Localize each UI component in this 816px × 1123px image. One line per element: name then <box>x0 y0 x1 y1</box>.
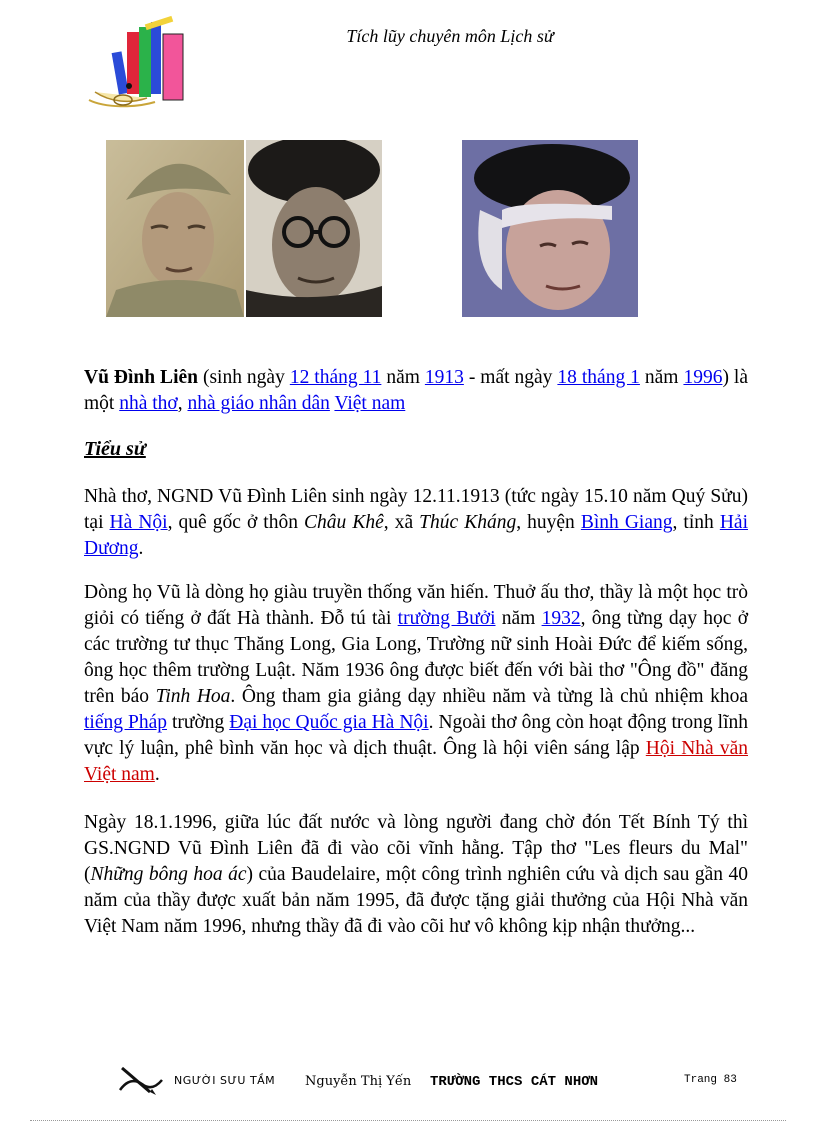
link-death-year[interactable]: 1996 <box>683 367 723 388</box>
book-title: Những bông hoa ác <box>90 864 247 885</box>
collector-label: NGƯỜI SƯU TẦM <box>174 1074 276 1087</box>
para-text: Dòng họ Vũ là dòng họ giàu truyền thống văn hiến. Thuở ấu thơ, thầy là một học trò giỏi có tiếng ở đất Hà thành. Đỗ tú tài <box>84 582 748 629</box>
para-text: . Ông tham gia giảng dạy nhiều năm và từng là chủ nhiệm khoa <box>230 686 748 707</box>
link-year-1932[interactable]: 1932 <box>541 608 581 629</box>
intro-text: - mất ngày <box>463 367 558 388</box>
link-hai-duong[interactable]: Hải Dương <box>84 512 748 559</box>
para-text: , ông từng dạy học ở các trường tư thục Thăng Long, Gia Long, Trường nữ sinh Hoài Đức để kiếm sống, ông học thêm trường Luật. Năm 1936 ông được biết đến với bài thơ "Ông đồ" đăng trên báo <box>84 608 749 707</box>
portrait-glasses-beret <box>246 140 382 317</box>
portrait-elderly-beret <box>462 140 638 317</box>
page-header-title: Tích lũy chuyên môn Lịch sử <box>346 26 554 46</box>
link-national-university[interactable]: Đại học Quốc gia Hà Nội <box>229 712 429 733</box>
para-text: , huyện <box>516 512 581 533</box>
intro-text: năm <box>639 367 684 388</box>
biography-paragraph-3 <box>84 810 748 940</box>
link-hanoi[interactable]: Hà Nội <box>109 512 168 533</box>
link-binh-giang[interactable]: Bình Giang <box>580 512 673 533</box>
link-birth-date[interactable]: 12 tháng 11 <box>289 367 382 388</box>
biography-heading: Tiểu sử <box>84 438 146 460</box>
books-logo-icon <box>85 12 205 112</box>
link-birth-year[interactable]: 1913 <box>424 367 464 388</box>
intro-text: ) là một <box>84 367 748 414</box>
person-name: Vũ Đình Liên <box>84 367 198 388</box>
para-text: , xã <box>383 512 420 533</box>
pen-writing-icon <box>116 1062 168 1098</box>
para-text: trường <box>166 712 230 733</box>
intro-text: , <box>177 393 188 414</box>
link-writers-association[interactable]: Hội Nhà văn Việt nam <box>84 738 748 785</box>
para-text: Nhà thơ, NGND Vũ Đình Liên sinh ngày 12.11.1913 (tức ngày 15.10 năm Quý Sửu) tại <box>84 486 748 533</box>
page-number: Trang 83 <box>684 1074 737 1086</box>
link-buoi-school[interactable]: trường Bưởi <box>397 608 496 629</box>
intro-paragraph <box>84 365 748 417</box>
link-death-date[interactable]: 18 tháng 1 <box>557 367 640 388</box>
para-text: , tỉnh <box>672 512 720 533</box>
para-text: Ngày 18.1.1996, giữa lúc đất nước và lòng người đang chờ đón Tết Bính Tý thì GS.NGND Vũ Đình Liên đã đi vào cõi vĩnh hằng. Tập thơ "Les fleurs du Mal" ( <box>84 812 748 885</box>
page-footer <box>110 1060 760 1110</box>
para-text: ) của Baudelaire, một công trình nghiên cứu và dịch sau gần 40 năm của thầy được xuất bản năm 1995, đã được tặng giải thưởng của Hội Nhà văn Việt Nam năm 1996, nhưng thầy đã đi vào cõi hư vô không kịp nhận thưởng... <box>84 864 748 937</box>
place-thuc-khang: Thúc Kháng <box>419 512 517 533</box>
place-chau-khe: Châu Khê <box>304 512 384 533</box>
link-people-teacher[interactable]: nhà giáo nhân dân <box>187 393 330 414</box>
newspaper-tinh-hoa: Tinh Hoa <box>155 686 231 707</box>
school-name: TRƯỜNG THCS CÁT NHƠN <box>430 1074 599 1090</box>
link-poet[interactable]: nhà thơ <box>119 393 178 414</box>
para-text: . Ngoài thơ ông còn hoạt động trong lĩnh vực lý luận, phê bình văn học và dịch thuật. Ông là hội viên sáng lập <box>84 712 749 759</box>
portrait-young-soldier <box>106 140 244 317</box>
para-text: , quê gốc ở thôn <box>167 512 305 533</box>
bottom-divider <box>30 1120 786 1121</box>
para-text: năm <box>495 608 542 629</box>
intro-text: (sinh ngày <box>197 367 290 388</box>
link-french[interactable]: tiếng Pháp <box>84 712 167 733</box>
link-vietnam[interactable]: Việt nam <box>334 393 406 414</box>
author-name: Nguyễn Thị Yến <box>305 1074 412 1089</box>
para-text: . <box>154 764 160 785</box>
intro-text: năm <box>381 367 425 388</box>
para-text: . <box>138 538 144 559</box>
biography-paragraph-2 <box>84 580 748 788</box>
biography-paragraph-1 <box>84 484 748 562</box>
